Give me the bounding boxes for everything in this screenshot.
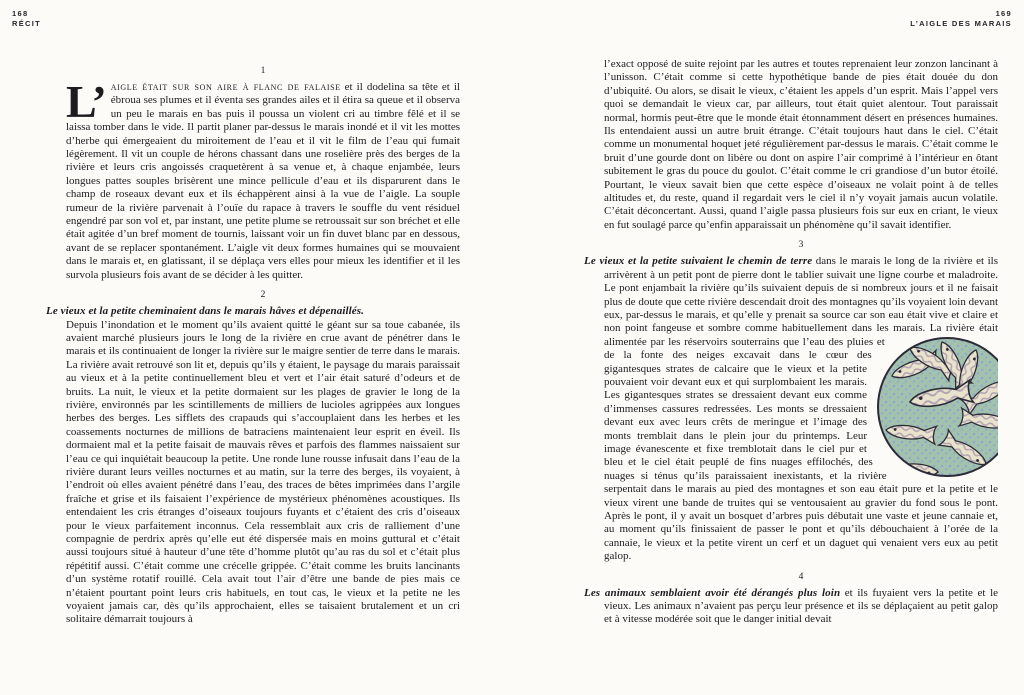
- section-3-heading: Le vieux et la petite suivaient le chemin de terre: [584, 255, 813, 268]
- section-2-text: Depuis l’inondation et le moment qu’ils avaient quitté le géant sur sa toue cabanée, ils avaient marché plusieurs jours le long de la rivière en crue avant de pénétrer dans le marais et ils continuaient de longer la rivière sur le maigre sentier de terre dans le marais. La rivière avait retrouvé son lit et, depuis qu’ils y étaient, le paysage du marais paraissait au vieux et à la petite continuellement bleu et vert et l’air était saturé d’odeurs et de bruits. La nuit, le vieux et la petite dormaient sur les plages de gravier le long de la rivière, environnés par les scintillements de milliers de lucioles agrippées aux longues herbes des berges. Les sifflets des crapauds qui s’accouplaient dans les herbes et les coassements nocturnes de millions de batraciens maintenaient leur esprit en éveil. Ils dormaient mal et la petite faisait de mauvais rêves et parfois des flammes naissaient sur l’eau ce qui inquiétait beaucoup la petite. Une ronde lune rousse infusait dans l’eau de la rivière durant leurs veilles nocturnes et au matin, sur la terre des berges, ils voyaient, à l’endroit où elles avaient pénétré dans l’eau, des traces de bêtes imprimées dans l’argile fraîche et grise et ils faisaient l’expérience de mystérieux phénomènes acoustiques. Ils entendaient les cris étranges d’oiseaux toujours fuyants et c’étaient des cris d’oiseaux pour le vieux parfaitement inconnus. Cela ressemblait aux cris de ralliement d’une compagnie de perdrix après qu’elle eut été dispersée mais en moins guttural et c’était aussi toujours situé à hauteur d’une tête d’homme plutôt qu’au ras du sol et c’était plus répétitif aussi. C’était comme une crécelle grippée. C’était comme les bruits lancinants d’un système rotatif rouillé. Cela avait tout l’air d’être une bande de pies mais ce n’étaient pourtant point leurs cris habituels, en tout cas, le vieux et la petite ne les voyaient jamais car, dès qu’ils approchaient, elles se taisaient brutalement et un cri solitaire démarrait toujours à: [66, 318, 460, 626]
- trout-school-illustration: [876, 336, 998, 478]
- page-number-right: 169: [995, 9, 1012, 18]
- section-3-text-b: était alimentée par les réservoirs souterrains que l’eau des pluies et de la fonte des neiges excavait dans le cœur des gigantesques strates de calcaire que le vieux et la petite pouvaient voir devant eux et qui surplombaient les marais. Les gigantesques strates se dressaient devant eux comme d’immenses cassures redressées. Les monts se dressaient devant eux avec leurs crêts de meringue et l’image des monts tremblait dans le plein jour du printemps. Leur image évanescente et fixe tremblotait dans le ciel pur et bleu et le ciel était peuplé de fins nuages effilochés, des nuages si ténus qu’ils paraissaient inexistants, et la rivière serpentait dans le marais au pied des montagnes et son eau était pure et la petite et le vieux virent une bande de truites qui se ventousaient au gravier du fond sous le pont. Après le pont, il y avait un bosquet d’arbres puis débutait une vaste et jeune cannaie et, au moment qu’ils finissaient de passer le pont et qu’ils débouchaient à l’orée de la cannaie, le vieux et la petite virent un cerf et un daguet qui venaient vers eux au petit galop.: [604, 322, 998, 563]
- section-4-text: et ils fuyaient vers la petite et le vieux. Les animaux n’avaient pas perçu leur présence et ils se déplaçaient au petit galop et à vitesse modérée soit que le danger initial devait: [604, 586, 998, 626]
- drop-cap: L’: [66, 76, 106, 127]
- section-3-paragraph: [584, 255, 998, 563]
- section-1-text: et il dodelina sa tête et il ébroua ses plumes et il éventa ses grandes ailes et il étira sa queue et il observa un peu le marais en bas puis il poussa un violent cri au timbre fêlé et il se laissa tomber dans le vide. Il partit planer par-dessus le marais inondé et il vit les mottes d’herbe qui émergeaient du miroitement de l’eau et il vit le film de l’eau qui fumait légèrement. Il vit un couple de hérons chassant dans une roselière près des berges de la rivière et leurs cris angoissés craquetèrent à sa venue et, à chaque enjambée, leurs longues pattes souples brisèrent une mince pellicule d’eau et ils disparurent dans le champ de roseaux devant eux et ils échappèrent ainsi à la vue de l’aigle. La souple rumeur de la rivière parvenait à l’ouïe du rapace à travers le souffle du vent résiduel engendré par son vol et, par instant, une petite plume se retroussait sur son bréchet et elle était agitée d’un bref moment de tournis, laissant voir un fin duvet blanc par en dessous, avant de se replacer spontanément. L’aigle vit deux formes humaines qui se mouvaient dans le marais et, en glatissant, il se déplaça vers elles pour mieux les identifier et il les survola plusieurs fois avant de se décider à les quitter.: [66, 81, 460, 281]
- running-head-right-label: L’AIGLE DES MARAIS: [910, 19, 1012, 28]
- section-1-lead: aigle était sur son aire à flanc de falaise: [110, 81, 341, 93]
- section-1-paragraph: [46, 76, 460, 282]
- page-number-left: 168: [12, 9, 29, 18]
- section-1-number: 1: [260, 66, 266, 76]
- running-head-left-label: RÉCIT: [12, 19, 41, 28]
- section-4-number: 4: [798, 571, 804, 582]
- section-2-heading: Le vieux et la petite cheminaient dans le marais hâves et dépenaillés.: [46, 305, 365, 318]
- continuation-paragraph: l’exact opposé de suite rejoint par les autres et toutes reprenaient leur zonzon lancinant à l’unisson. C’était comme si cette hypothétique bande de pies était douée du don d’ubiquité. Ou alors, se disait le vieux, c’étaient les appels d’un esprit. Mais l’appel vers quoi se demandait le vieux car, par ailleurs, tout était quiet alentour. Tout paraissait normal, hormis peut-être que le monde était étonnamment désert en présences humaines. Ils entendaient aussi un autre bruit étrange. C’était toujours haut dans le ciel. C’était comme un monumental hoquet jeté régulièrement par-dessus le marais. C’était comme le bruit d’une gourde dont on libère ou dont on aspire l’air comprimé à l’intérieur en ôtant subitement le gras du pouce du goulot. C’était comme le cri grandiose d’un butor étoilé. Pourtant, le vieux savait bien que cette espèce d’oiseaux ne volait point à de telles altitudes et, du reste, quand il regardait vers le ciel il n’y voyait jamais aucun volatile. C’était déconcertant. Aussi, quand l’aigle passa plusieurs fois sur eux en criant, le vieux en fut soulagé parce qu’enfin apparaissait un phénomène qu’il savait identifier.: [604, 58, 998, 231]
- right-page-column: [584, 58, 998, 695]
- section-4-heading: Les animaux semblaient avoir été dérangés plus loin: [584, 586, 841, 599]
- left-page-column: [46, 58, 460, 695]
- section-3-text-a: dans le marais le long de la rivière et ils arrivèrent à un petit pont de pierre dont le tablier suivait une ligne courbe et maladroite. Le pont enjambait la rivière qu’ils suivaient depuis de si nombreux jours et il ne faisait plus de doute que cette rivière descendait droit des montagnes qu’ils voyaient loin devant eux, par-dessus le marais, et qu’elle y prenait sa source car son eau était vive et claire et non point fangeuse et sombre comme habituellement dans les marais. La rivière: [604, 255, 998, 335]
- section-2-number: 2: [260, 290, 266, 301]
- section-4-paragraph: [584, 587, 998, 627]
- running-head-left: [12, 9, 41, 29]
- section-2-paragraph: [46, 305, 460, 627]
- running-head-right: [910, 9, 1012, 29]
- section-3-number: 3: [798, 240, 804, 251]
